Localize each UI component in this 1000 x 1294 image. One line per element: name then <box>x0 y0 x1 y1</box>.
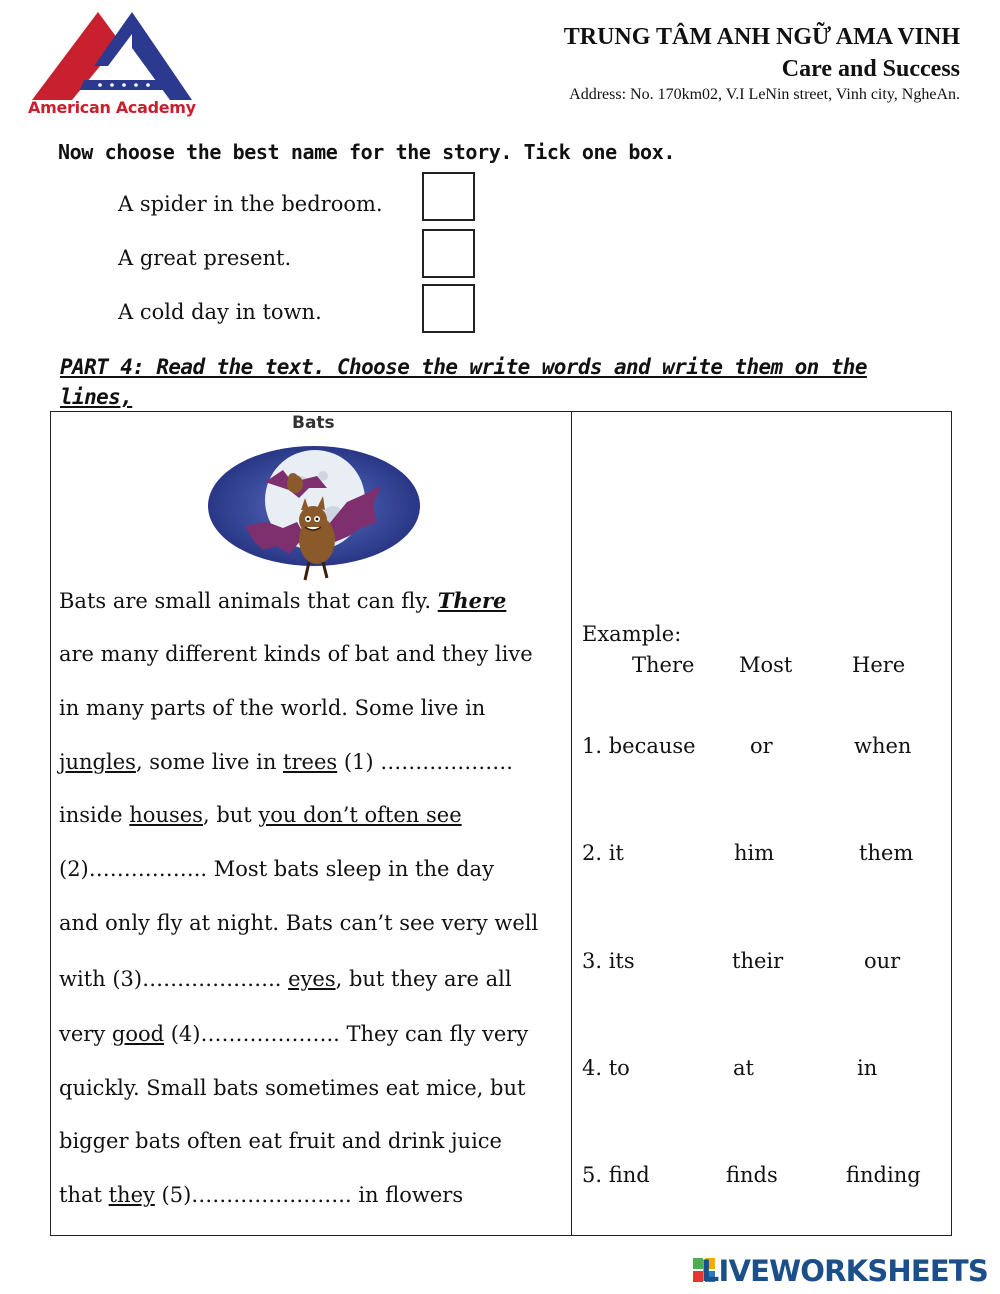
q2-option-a[interactable]: 2. it <box>582 841 624 865</box>
address: Address: No. 170km02, V.I LeNin street, Vinh city, NgheAn. <box>569 86 960 103</box>
example-word: There <box>632 653 695 677</box>
blank-1[interactable]: (1) ………………. <box>337 750 513 774</box>
story-line: are many different kinds of bat and they live <box>59 642 533 666</box>
story-example-word: There <box>437 588 507 613</box>
q3-option-c[interactable]: our <box>864 949 901 973</box>
example-label: Example: <box>582 622 682 646</box>
story-text: good <box>111 1022 165 1046</box>
option-text: A spider in the bedroom. <box>118 192 383 216</box>
q5-option-c[interactable]: finding <box>846 1163 921 1187</box>
story-line: bigger bats often eat fruit and drink juice <box>59 1129 502 1153</box>
story-title: Bats <box>292 413 335 433</box>
story-text: trees <box>283 750 338 774</box>
story-text: houses <box>129 803 203 827</box>
story-line: and only fly at night. Bats can’t see very well <box>59 911 539 935</box>
tick-box[interactable] <box>422 284 475 333</box>
story-text: eyes <box>288 967 336 991</box>
section-instruction: Now choose the best name for the story. Tick one box. <box>58 140 675 164</box>
liveworksheets-brand: LIVEWORKSHEETS <box>700 1254 988 1288</box>
blank-3[interactable]: with (3)……………….. <box>59 967 289 991</box>
story-text: jungles <box>59 750 136 774</box>
q2-option-c[interactable]: them <box>859 841 914 865</box>
example-word: Here <box>852 653 906 677</box>
story-line: in many parts of the world. Some live in <box>59 696 486 720</box>
q5-option-b[interactable]: finds <box>726 1163 778 1187</box>
story-text: inside <box>59 803 130 827</box>
story-text: , some live in <box>135 750 284 774</box>
q2-option-b[interactable]: him <box>734 841 775 865</box>
tick-box[interactable] <box>422 172 475 221</box>
part4-title: PART 4: Read the text. Choose the write words and write them on the lines, <box>60 355 867 409</box>
option-text: A great present. <box>118 246 292 270</box>
blank-2-line[interactable]: (2)…………….. Most bats sleep in the day <box>59 857 494 881</box>
option-text: A cold day in town. <box>118 300 322 324</box>
q1-option-c[interactable]: when <box>854 734 912 758</box>
example-word: Most <box>739 653 793 677</box>
story-text: that <box>59 1183 109 1207</box>
q4-option-b[interactable]: at <box>733 1056 754 1080</box>
motto: Care and Success <box>781 56 960 82</box>
q3-option-a[interactable]: 3. its <box>582 949 635 973</box>
story-line <box>59 588 506 613</box>
story-line <box>59 750 513 774</box>
story-line <box>59 1022 528 1046</box>
story-line: quickly. Small bats sometimes eat mice, but <box>59 1076 526 1100</box>
q1-option-a[interactable]: 1. because <box>582 734 696 758</box>
bats-illustration <box>205 436 423 584</box>
q4-option-a[interactable]: 4. to <box>582 1056 630 1080</box>
story-text: you don’t often see <box>258 803 462 827</box>
q3-option-b[interactable]: their <box>732 949 784 973</box>
story-text: they <box>108 1183 155 1207</box>
logo-text: American Academy <box>28 98 196 117</box>
table-divider <box>571 411 572 1236</box>
story-line <box>59 1183 463 1207</box>
tick-box[interactable] <box>422 229 475 278</box>
center-name: TRUNG TÂM ANH NGỮ AMA VINH <box>563 24 960 50</box>
story-line <box>59 803 462 827</box>
story-text: Bats are small animals that can fly. <box>59 589 438 613</box>
story-line <box>59 967 512 991</box>
q5-option-a[interactable]: 5. find <box>582 1163 650 1187</box>
story-text: , but <box>202 803 259 827</box>
story-text: very <box>59 1022 112 1046</box>
blank-4[interactable]: (4)……………….. They can fly very <box>164 1022 529 1046</box>
q1-option-b[interactable]: or <box>750 734 773 758</box>
blank-5[interactable]: (5)………………….. in flowers <box>154 1183 464 1207</box>
q4-option-c[interactable]: in <box>857 1056 878 1080</box>
story-text: , but they are all <box>335 967 512 991</box>
